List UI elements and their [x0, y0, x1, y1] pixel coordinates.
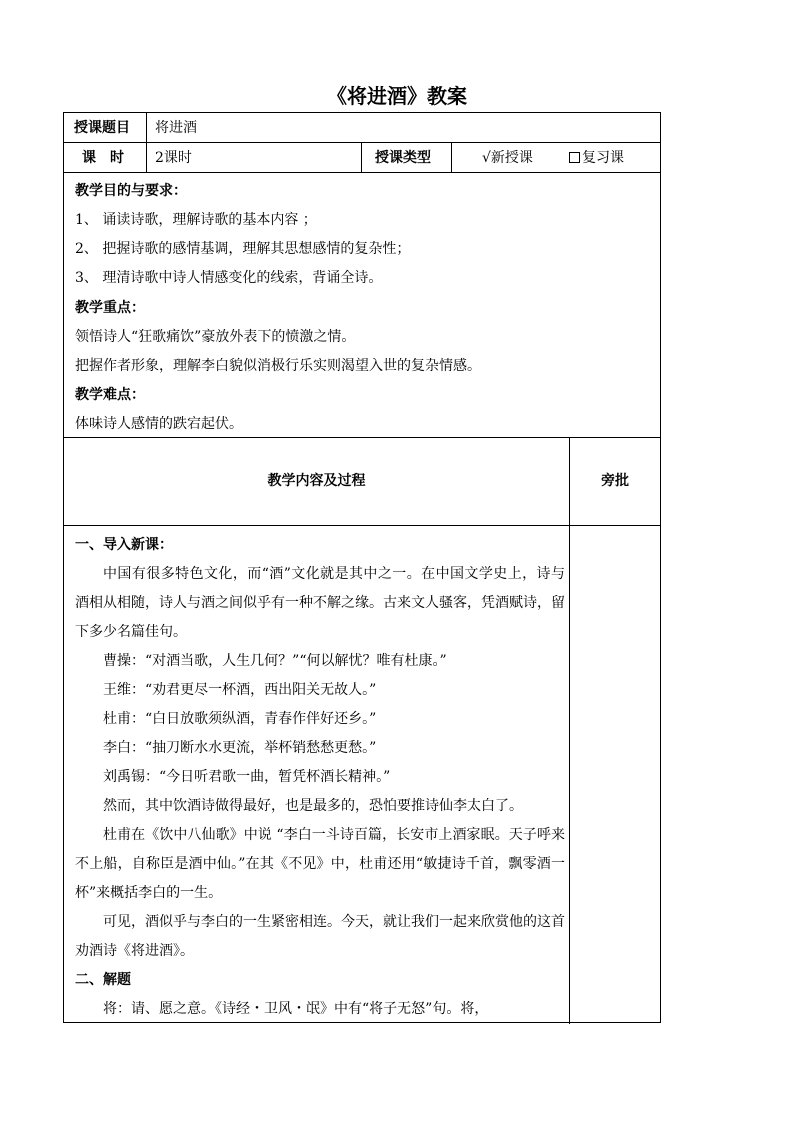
objective-item: 1、 诵读诗歌，理解诗歌的基本内容 ；: [75, 212, 317, 228]
paragraph: 然而，其中饮酒诗做得最好，也是最多的，恐怕要推诗仙李太白了。: [103, 798, 523, 814]
quote-line: 杜甫：“白日放歌须纵酒，青春作伴好还乡。”: [103, 711, 377, 727]
process-header: 教学内容及过程: [267, 473, 366, 489]
checkbox-icon: [569, 152, 580, 163]
new-lesson-option: √新授课: [482, 150, 533, 166]
col-divider: [569, 437, 570, 1024]
objective-item: 3、 理清诗歌中诗人情感变化的线索，背诵全诗。: [75, 270, 383, 286]
key-point-item: 把握作者形象，理解李白貌似消极行乐实则渴望入世的复杂情感。: [75, 358, 481, 374]
paragraph: 杜甫在《饮中八仙歌》中说 “李白一斗诗百篇，长安市上酒家眠。天子呼来不上船，自称臣是酒中仙。”在其《不见》中，杜甫还用“敏捷诗千首，飘零酒一杯”来概括李白的一生。: [75, 827, 565, 901]
objective-item: 2、 把握诗歌的感情基调，理解其思想感情的复杂性；: [75, 241, 411, 257]
quote-line: 曹操：“对酒当歌，人生几何？”“何以解忧？唯有杜康。”: [103, 653, 447, 669]
key-point-item: 领悟诗人“狂歌痛饮”豪放外表下的愤激之情。: [75, 329, 356, 345]
process-content: [64, 525, 569, 1024]
quote-line: 王维：“劝君更尽一杯酒，西出阳关无故人。”: [103, 682, 377, 698]
page-title: 《将进酒》教案: [327, 84, 467, 108]
topic-value: 将进酒: [155, 120, 197, 136]
paragraph: 可见，酒似乎与李白的一生紧密相连。今天，就让我们一起来欣赏他的这首劝酒诗《将进酒》。: [75, 914, 565, 959]
key-points-heading: 教学重点：: [75, 300, 145, 316]
lesson-plan-table: [63, 112, 661, 1023]
section-heading: 一、导入新课：: [75, 537, 173, 553]
quote-line: 刘禹锡：“今日听君歌一曲，暂凭杯酒长精神。”: [103, 769, 391, 785]
side-note-header: 旁批: [601, 473, 629, 489]
row-divider: [64, 142, 660, 143]
col-divider: [361, 142, 362, 172]
row-divider: [64, 172, 660, 173]
type-label: 授课类型: [375, 150, 431, 166]
objectives-heading: 教学目的与要求：: [75, 183, 187, 199]
paragraph: 中国有很多特色文化，而“酒”文化就是其中之一。在中国文学史上，诗与酒相从相随，诗人与酒之间似乎有一种不解之缘。古来文人骚客，凭酒赋诗，留下多少名篇佳句。: [75, 566, 565, 640]
review-lesson-label: 复习课: [582, 150, 624, 166]
topic-label: 授课题目: [74, 120, 130, 136]
quote-line: 李白：“抽刀断水水更流，举杯销愁愁更愁。”: [103, 740, 377, 756]
paragraph: 将：请、愿之意。《诗经・卫风・氓》中有“将子无怒”句。将，: [103, 1001, 489, 1017]
col-divider: [146, 113, 147, 172]
hours-value: 2课时: [155, 150, 192, 166]
review-lesson-option: [569, 149, 624, 167]
hours-label: 课 时: [82, 150, 124, 166]
difficulties-heading: 教学难点：: [75, 387, 145, 403]
col-divider: [451, 142, 452, 172]
difficulty-item: 体味诗人感情的跌宕起伏。: [75, 416, 243, 432]
section-heading: 二、解题: [75, 972, 131, 988]
row-divider: [64, 437, 660, 438]
